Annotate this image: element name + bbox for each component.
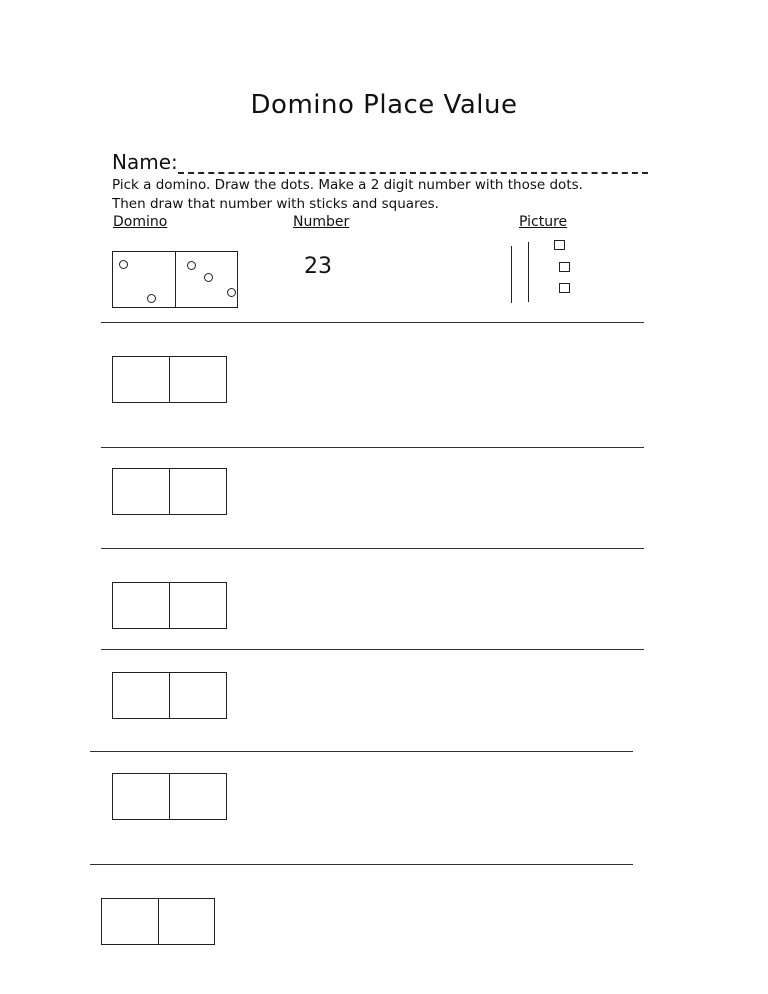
blank-domino[interactable] [112, 773, 227, 820]
domino-right-half[interactable] [169, 583, 226, 628]
column-header-number: Number [293, 214, 350, 230]
column-header-domino: Domino [113, 214, 168, 230]
column-header-picture: Picture [519, 214, 568, 230]
row-divider [90, 751, 633, 752]
domino-dot [204, 273, 213, 282]
tens-stick [511, 246, 512, 303]
domino-left-half[interactable] [113, 357, 169, 402]
domino-dot [147, 294, 156, 303]
domino-right-half[interactable] [158, 899, 215, 944]
row-divider [101, 548, 644, 549]
domino-dot [119, 260, 128, 269]
ones-square [554, 240, 565, 250]
instruction-line-1: Pick a domino. Draw the dots. Make a 2 digit number with those dots. [112, 177, 583, 193]
blank-domino[interactable] [112, 468, 227, 515]
domino-left-half[interactable] [113, 469, 169, 514]
row-divider [101, 322, 644, 323]
row-divider [101, 447, 644, 448]
example-number: 23 [304, 254, 332, 279]
example-domino [112, 251, 238, 308]
ones-square [559, 283, 570, 293]
row-divider [101, 649, 644, 650]
tens-stick [528, 242, 529, 302]
domino-left-half[interactable] [113, 583, 169, 628]
domino-right-half[interactable] [169, 774, 226, 819]
worksheet-title: Domino Place Value [250, 90, 518, 120]
name-blank-line[interactable] [178, 172, 648, 174]
name-label: Name: [112, 150, 178, 174]
domino-left-half[interactable] [113, 673, 169, 718]
example-domino-right-half [175, 252, 238, 307]
domino-right-half[interactable] [169, 673, 226, 718]
domino-left-half[interactable] [102, 899, 158, 944]
domino-right-half[interactable] [169, 357, 226, 402]
domino-right-half[interactable] [169, 469, 226, 514]
blank-domino[interactable] [101, 898, 215, 945]
row-divider [90, 864, 633, 865]
domino-left-half[interactable] [113, 774, 169, 819]
blank-domino[interactable] [112, 356, 227, 403]
domino-dot [187, 261, 196, 270]
example-domino-left-half [113, 252, 175, 307]
instruction-line-2: Then draw that number with sticks and squares. [112, 196, 439, 212]
ones-square [559, 262, 570, 272]
blank-domino[interactable] [112, 582, 227, 629]
blank-domino[interactable] [112, 672, 227, 719]
domino-dot [227, 288, 236, 297]
